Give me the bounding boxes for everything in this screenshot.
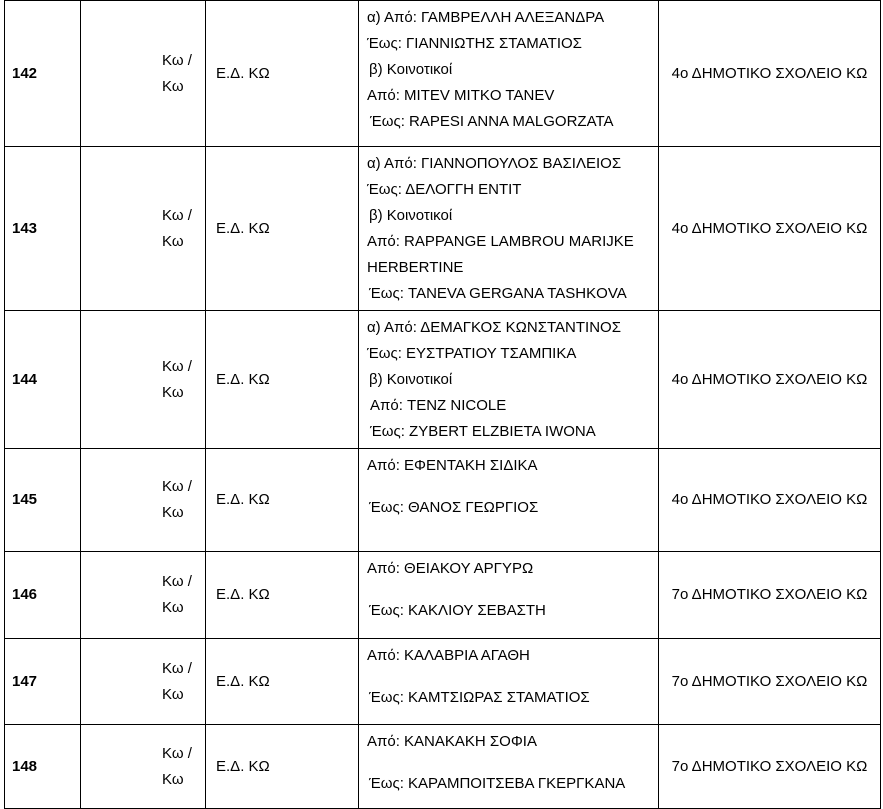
municipal-unit: Ε.Δ. ΚΩ	[206, 147, 359, 311]
municipal-unit: Ε.Δ. ΚΩ	[206, 552, 359, 639]
municipality: Κω / Κω	[81, 147, 206, 311]
polling-school: 4ο ΔΗΜΟΤΙΚΟ ΣΧΟΛΕΙΟ ΚΩ	[659, 147, 881, 311]
range-line: α) Από: ΓΙΑΝΝΟΠΟΥΛΟΣ ΒΑΣΙΛΕΙΟΣ	[367, 155, 622, 172]
range-line: Από: MITEV MITKO TANEV	[367, 87, 555, 104]
station-number: 144	[5, 311, 81, 449]
range-line: Έως: ΓΙΑΝΝΙΩΤΗΣ ΣΤΑΜΑΤΙΟΣ	[367, 35, 582, 52]
range-from: Από: ΚΑΛΑΒΡΙΑ ΑΓΑΘΗ	[367, 647, 530, 664]
range-to: Έως: ΚΑΡΑΜΠΟΙΤΣΕΒΑ ΓΚΕΡΓΚΑΝΑ	[369, 775, 626, 792]
range-line: Έως: ΔΕΛΟΓΓΗ ΕΝΤΙΤ	[367, 181, 522, 198]
range-line: β) Κοινοτικοί	[369, 207, 453, 224]
voter-range	[359, 147, 659, 311]
voter-range	[359, 725, 659, 809]
table-row	[5, 449, 881, 552]
station-number: 143	[5, 147, 81, 311]
table-row	[5, 725, 881, 809]
polling-stations-table	[4, 0, 881, 809]
range-from: Από: ΚΑΝΑΚΑΚΗ ΣΟΦΙΑ	[367, 733, 537, 750]
municipality: Κω / Κω	[81, 639, 206, 725]
range-to: Έως: ΚΑΚΛΙΟΥ ΣΕΒΑΣΤΗ	[369, 602, 546, 619]
voter-range	[359, 311, 659, 449]
polling-school: 4ο ΔΗΜΟΤΙΚΟ ΣΧΟΛΕΙΟ ΚΩ	[659, 449, 881, 552]
station-number: 148	[5, 725, 81, 809]
municipal-unit: Ε.Δ. ΚΩ	[206, 449, 359, 552]
station-number: 142	[5, 1, 81, 147]
municipal-unit: Ε.Δ. ΚΩ	[206, 639, 359, 725]
range-from: Από: ΕΦΕΝΤΑΚΗ ΣΙΔΙΚΑ	[367, 457, 538, 474]
range-line: Από: RAPPANGE LAMBROU MARIJKE HERBERTINE	[367, 233, 634, 276]
station-number: 146	[5, 552, 81, 639]
polling-school: 4ο ΔΗΜΟΤΙΚΟ ΣΧΟΛΕΙΟ ΚΩ	[659, 311, 881, 449]
station-number: 147	[5, 639, 81, 725]
polling-school: 7ο ΔΗΜΟΤΙΚΟ ΣΧΟΛΕΙΟ ΚΩ	[659, 725, 881, 809]
municipality: Κω / Κω	[81, 552, 206, 639]
range-to: Έως: ΚΑΜΤΣΙΩΡΑΣ ΣΤΑΜΑΤΙΟΣ	[369, 689, 590, 706]
voter-range	[359, 639, 659, 725]
range-line: Έως: TANEVA GERGANA TASHKOVA	[369, 285, 627, 302]
range-line: Έως: ΕΥΣΤΡΑΤΙΟΥ ΤΣΑΜΠΙΚΑ	[367, 345, 577, 362]
table-row	[5, 311, 881, 449]
municipal-unit: Ε.Δ. ΚΩ	[206, 311, 359, 449]
table-row	[5, 639, 881, 725]
range-line: Από: TENZ NICOLE	[370, 397, 507, 414]
municipality: Κω / Κω	[81, 725, 206, 809]
municipality: Κω / Κω	[81, 449, 206, 552]
range-line: β) Κοινοτικοί	[369, 371, 453, 388]
polling-school: 4ο ΔΗΜΟΤΙΚΟ ΣΧΟΛΕΙΟ ΚΩ	[659, 1, 881, 147]
municipality: Κω / Κω	[81, 1, 206, 147]
range-to: Έως: ΘΑΝΟΣ ΓΕΩΡΓΙΟΣ	[369, 499, 539, 516]
range-line: α) Από: ΔΕΜΑΓΚΟΣ ΚΩΝΣΤΑΝΤΙΝΟΣ	[367, 319, 621, 336]
voter-range	[359, 552, 659, 639]
range-line: β) Κοινοτικοί	[369, 61, 453, 78]
polling-school: 7ο ΔΗΜΟΤΙΚΟ ΣΧΟΛΕΙΟ ΚΩ	[659, 552, 881, 639]
voter-range	[359, 1, 659, 147]
range-line: Έως: RAPESI ANNA MALGORZATA	[370, 113, 614, 130]
range-from: Από: ΘΕΙΑΚΟΥ ΑΡΓΥΡΩ	[367, 560, 534, 577]
municipal-unit: Ε.Δ. ΚΩ	[206, 1, 359, 147]
table-row	[5, 147, 881, 311]
voter-range	[359, 449, 659, 552]
station-number: 145	[5, 449, 81, 552]
polling-school: 7ο ΔΗΜΟΤΙΚΟ ΣΧΟΛΕΙΟ ΚΩ	[659, 639, 881, 725]
municipality: Κω / Κω	[81, 311, 206, 449]
municipal-unit: Ε.Δ. ΚΩ	[206, 725, 359, 809]
table-row	[5, 552, 881, 639]
range-line: α) Από: ΓΑΜΒΡΕΛΛΗ ΑΛΕΞΑΝΔΡΑ	[367, 9, 605, 26]
table-row	[5, 1, 881, 147]
range-line: Έως: ZYBERT ELZBIETA IWONA	[370, 423, 596, 440]
